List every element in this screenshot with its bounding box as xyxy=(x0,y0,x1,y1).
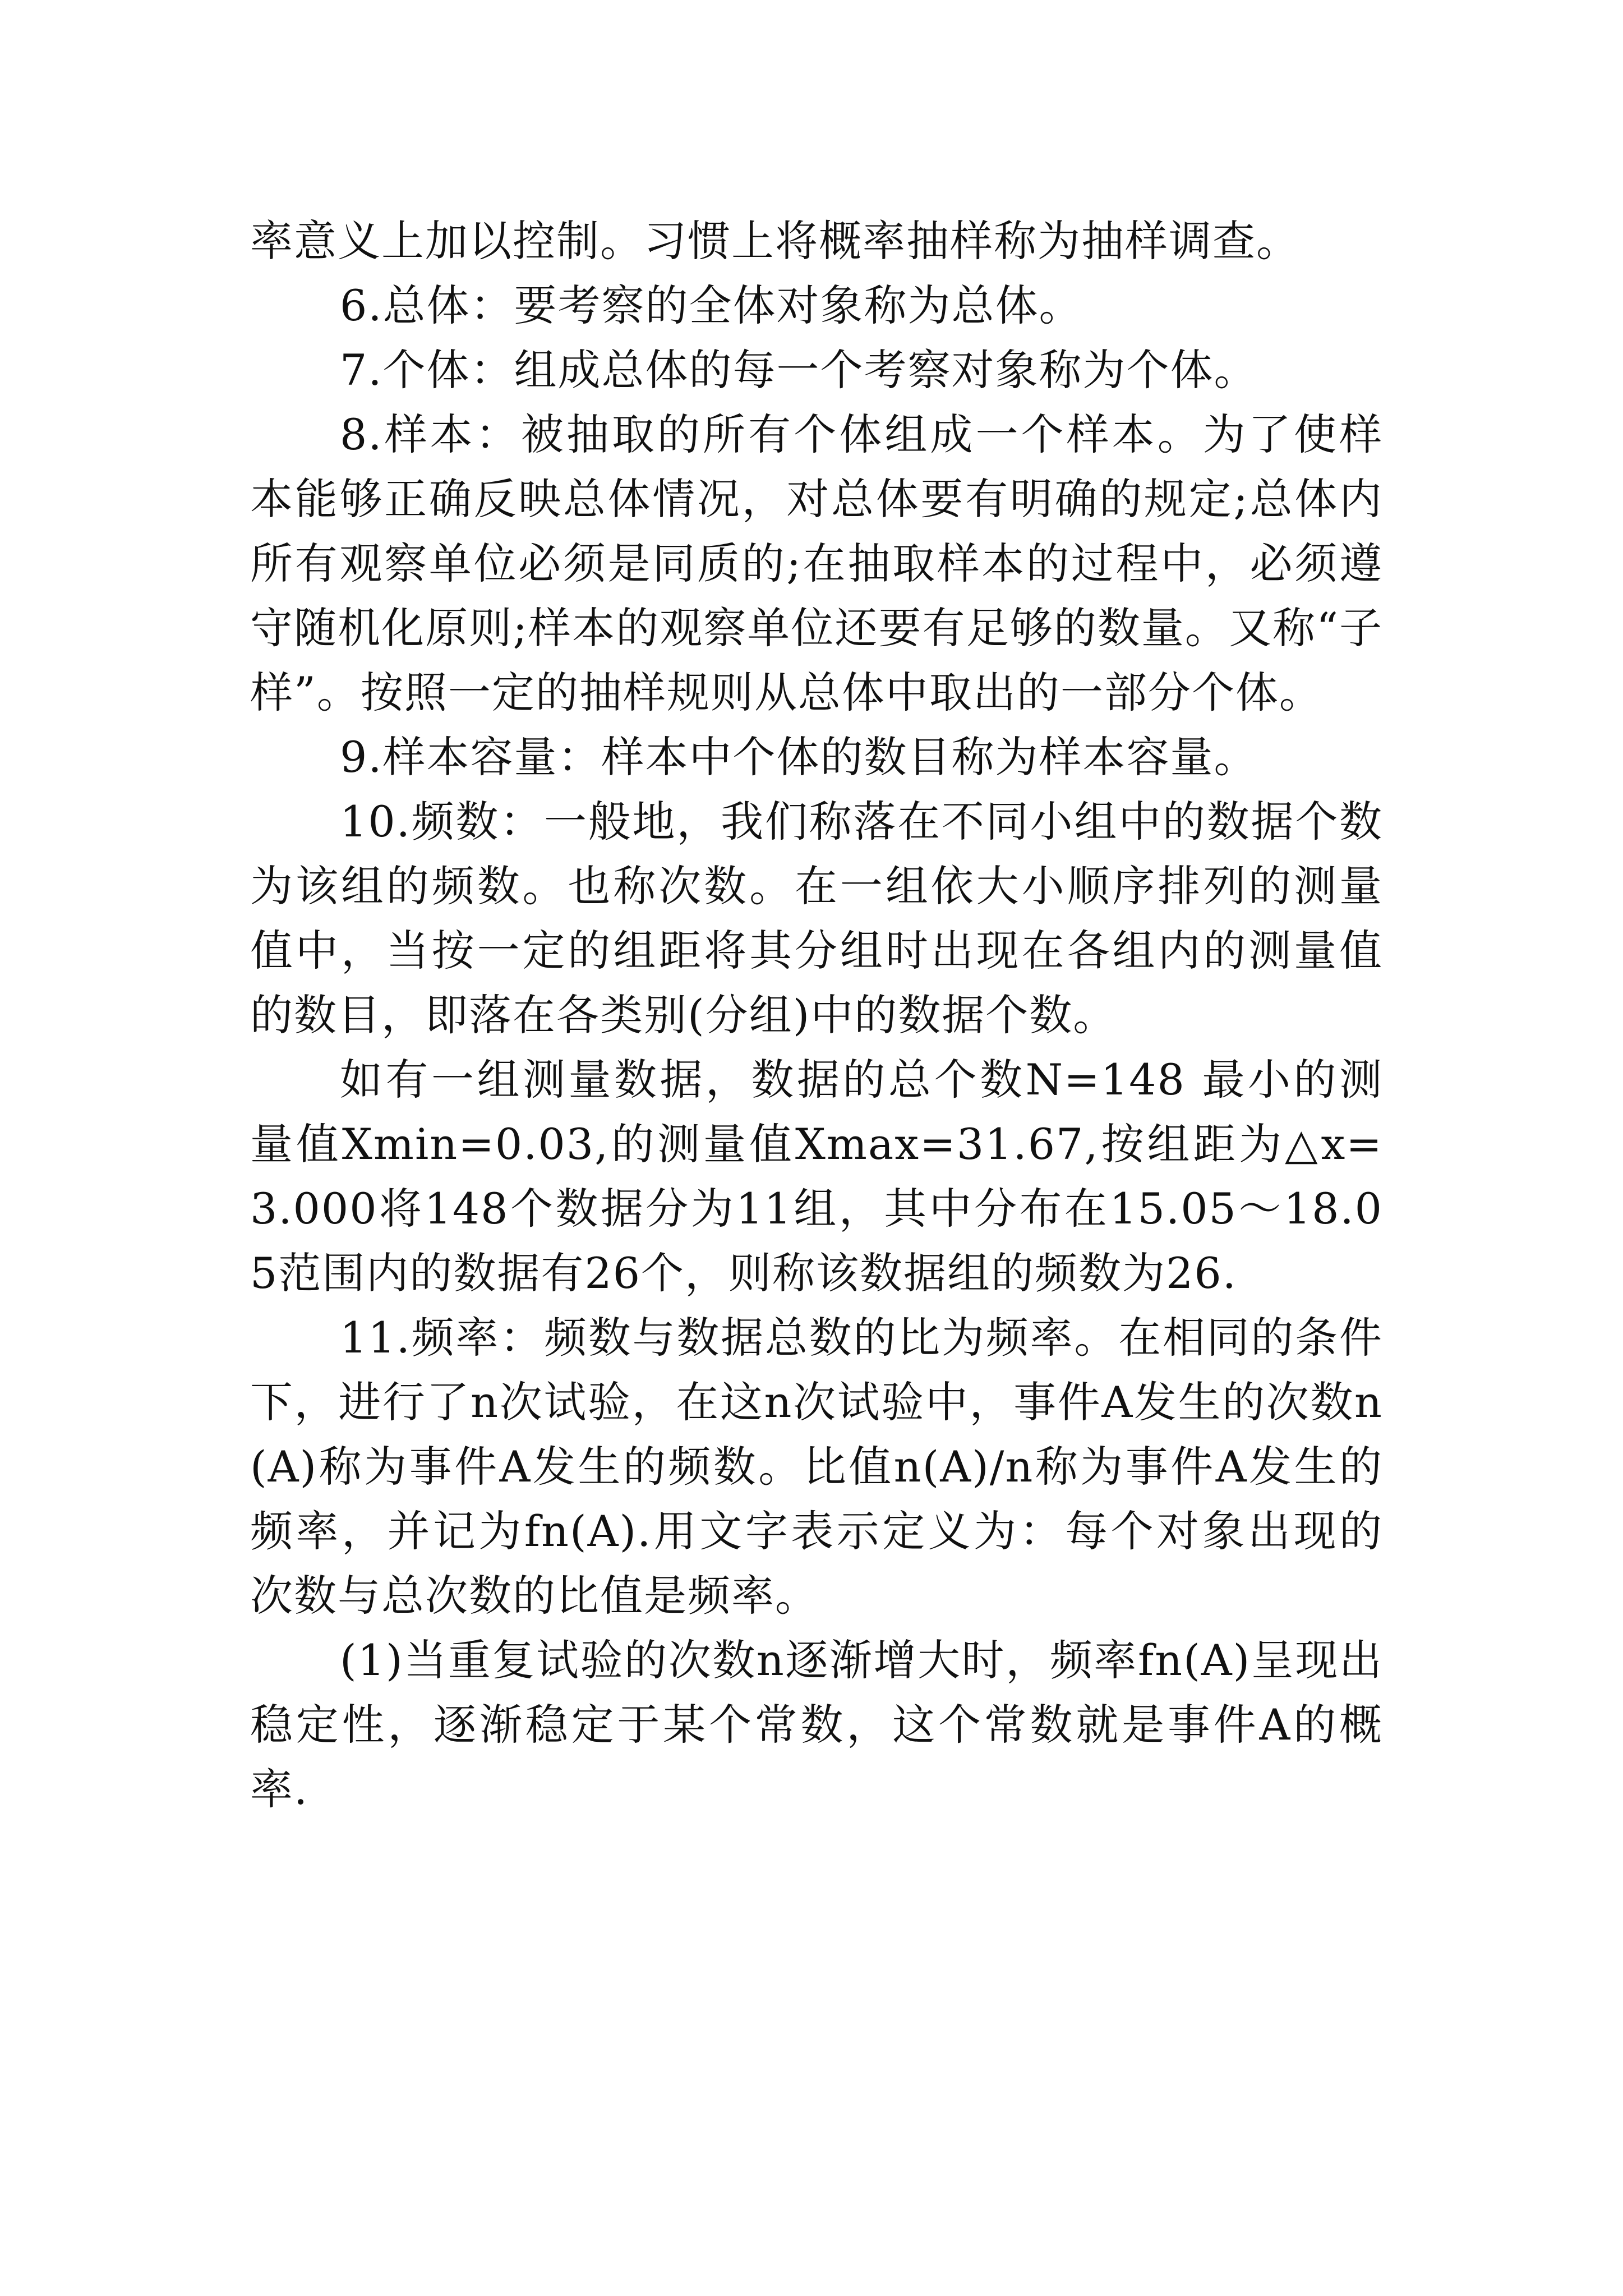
document-body xyxy=(250,209,1383,1821)
paragraph-frequency-stability: (1)当重复试验的次数n逐渐增大时，频率fn(A)呈现出稳定性，逐渐稳定于某个常数，这个常数就是事件A的概率. xyxy=(250,1635,1383,1814)
paragraph-definition-relative-frequency: 11.频率：频数与数据总数的比为频率。在相同的条件下，进行了n次试验，在这n次试验中，事件A发生的次数n(A)称为事件A发生的频数。比值n(A)/n称为事件A发生的频率，并记为fn(A).用文字表示定义为：每个对象出现的次数与总次数的比值是频率。 xyxy=(250,1313,1383,1621)
paragraph-definition-population: 6.总体：要考察的全体对象称为总体。 xyxy=(340,280,1083,330)
paragraph-definition-sample: 8.样本：被抽取的所有个体组成一个样本。为了使样本能够正确反映总体情况，对总体要有明确的规定;总体内所有观察单位必须是同质的;在抽取样本的过程中，必须遵守随机化原则;样本的观察单位还要有足够的数量。又称“子样”。按照一定的抽样规则从总体中取出的一部分个体。 xyxy=(250,409,1383,717)
paragraph-continuation: 率意义上加以控制。习惯上将概率抽样称为抽样调查。 xyxy=(250,216,1300,266)
paragraph-definition-frequency-count: 10.频数：一般地，我们称落在不同小组中的数据个数为该组的频数。也称次数。在一组依大小顺序排列的测量值中，当按一定的组距将其分组时出现在各组内的测量值的数目，即落在各类别(分组)中的数据个数。 xyxy=(250,797,1383,1040)
paragraph-frequency-example: 如有一组测量数据，数据的总个数N=148 最小的测量值Xmin=0.03,的测量值Xmax=31.67,按组距为△x=3.000将148个数据分为11组，其中分布在15.05～18.05范围内的数据有26个，则称该数据组的频数为26. xyxy=(250,1055,1383,1298)
paragraph-definition-sample-size: 9.样本容量：样本中个体的数目称为样本容量。 xyxy=(340,732,1258,782)
paragraph-definition-individual: 7.个体：组成总体的每一个考察对象称为个体。 xyxy=(340,345,1258,395)
